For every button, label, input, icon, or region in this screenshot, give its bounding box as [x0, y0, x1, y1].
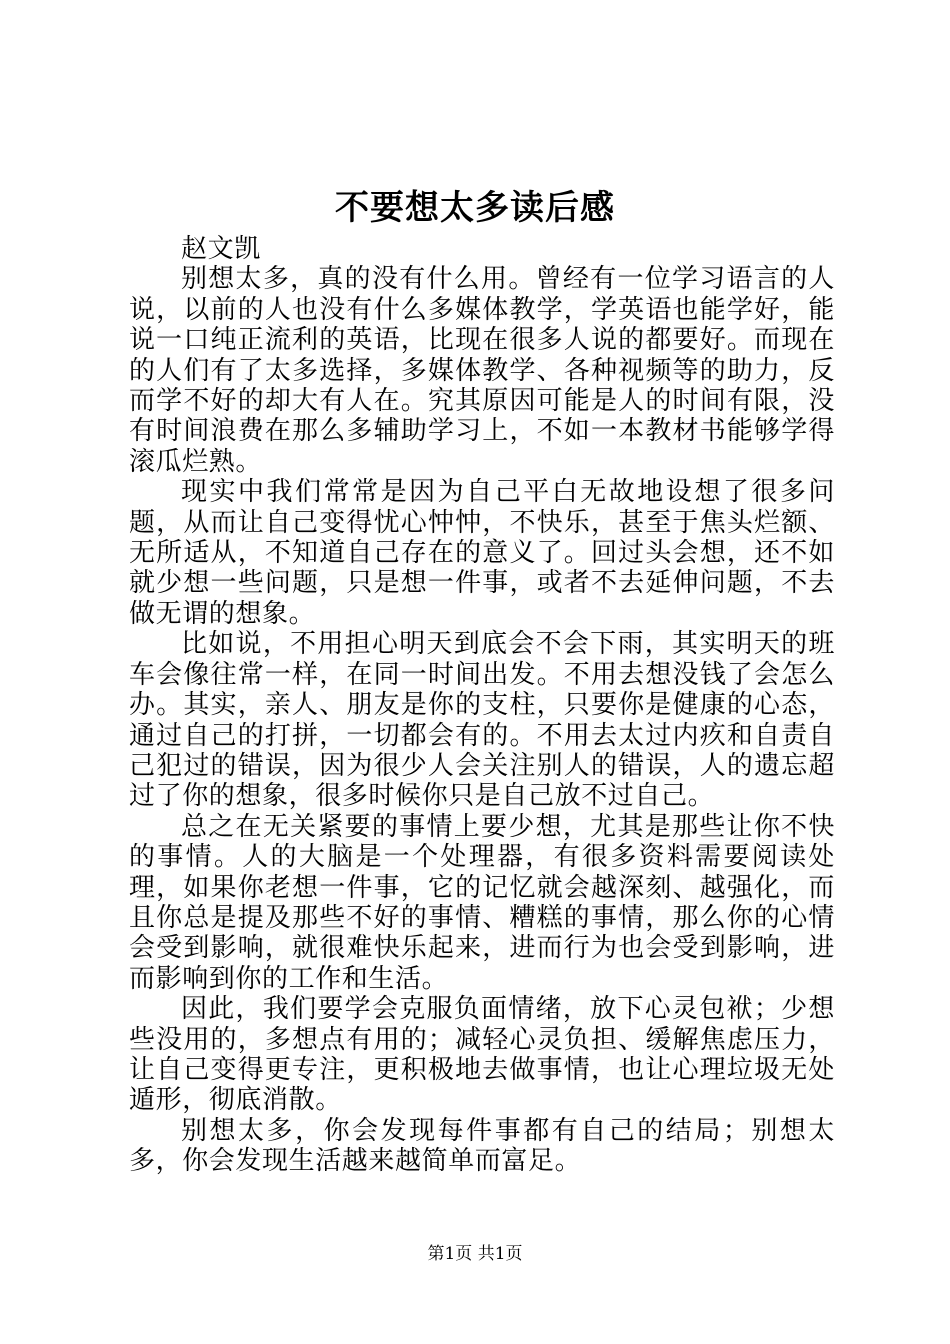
paragraph-3: 比如说，不用担心明天到底会不会下雨，其实明天的班车会像往常一样，在同一时间出发。不用去想没钱了会怎么办。其实，亲人、朋友是你的支柱，只要你是健康的心态，通过自己的打拼，一切都会有的。不用去太过内疚和自责自己犯过的错误，因为很少人会关注别人的错误，人的遗忘超过了你的想象，很多时候你只是自己放不过自己。 — [129, 629, 835, 812]
paragraph-4: 总之在无关紧要的事情上要少想，尤其是那些让你不快的事情。人的大脑是一个处理器，有很多资料需要阅读处理，如果你老想一件事，它的记忆就会越深刻、越强化，而且你总是提及那些不好的事情、糟糕的事情，那么你的心情会受到影响，就很难快乐起来，进而行为也会受到影响，进而影响到你的工作和生活。 — [129, 811, 835, 994]
paragraph-5: 因此，我们要学会克服负面情绪，放下心灵包袱；少想些没用的，多想点有用的；减轻心灵负担、缓解焦虑压力，让自己变得更专注，更积极地去做事情，也让心理垃圾无处遁形，彻底消散。 — [129, 994, 835, 1116]
page-number-footer: 第1页 共1页 — [427, 1244, 523, 1264]
author-name: 赵文凯 — [181, 234, 261, 264]
paragraph-6: 别想太多，你会发现每件事都有自己的结局；别想太多，你会发现生活越来越简单而富足。 — [129, 1115, 835, 1177]
document-body — [129, 234, 835, 1177]
paragraph-2: 现实中我们常常是因为自己平白无故地设想了很多问题，从而让自己变得忧心忡忡，不快乐，甚至于焦头烂额、无所适从，不知道自己存在的意义了。回过头会想，还不如就少想一些问题，只是想一件事，或者不去延伸问题，不去做无谓的想象。 — [129, 477, 835, 629]
document-title: 不要想太多读后感 — [335, 188, 615, 228]
paragraph-1: 别想太多，真的没有什么用。曾经有一位学习语言的人说，以前的人也没有什么多媒体教学，学英语也能学好，能说一口纯正流利的英语，比现在很多人说的都要好。而现在的人们有了太多选择，多媒体教学、各种视频等的助力，反而学不好的却大有人在。究其原因可能是人的时间有限，没有时间浪费在那么多辅助学习上，不如一本教材书能够学得滚瓜烂熟。 — [129, 264, 835, 477]
